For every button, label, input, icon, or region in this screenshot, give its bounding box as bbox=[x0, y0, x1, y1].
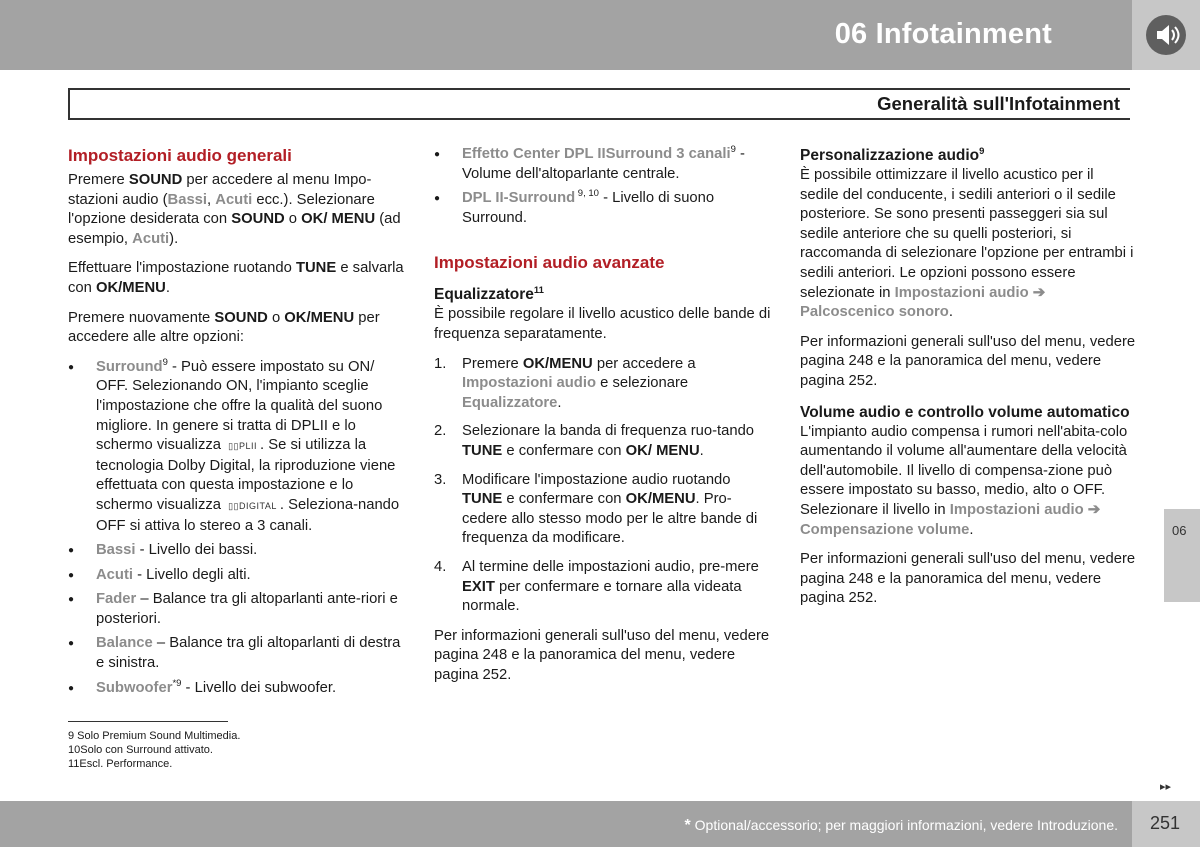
text: per accedere alle altre opzioni: bbox=[68, 309, 380, 346]
paragraph bbox=[68, 309, 408, 348]
menu-term: Effetto Center DPL IISurround 3 canali bbox=[462, 146, 731, 162]
paragraph: Per informazioni generali sull'uso del menu, vedere pagina 248 e la panoramica del menu, vedere pagina 252. bbox=[434, 627, 770, 683]
list-item bbox=[68, 566, 408, 586]
footnote-divider bbox=[68, 721, 228, 722]
text: per accedere a bbox=[592, 355, 696, 372]
step-item bbox=[434, 558, 774, 617]
menu-term: Bassi bbox=[96, 542, 136, 559]
chapter-side-tab bbox=[1164, 509, 1200, 602]
key-label: OK/MENU bbox=[625, 491, 696, 508]
menu-term: Equalizzatore bbox=[462, 394, 558, 411]
dolby-digital-logo: ▯▯DIGITAL bbox=[228, 500, 277, 511]
text: Personalizzazione audio bbox=[800, 147, 980, 164]
step-number: 4. bbox=[434, 558, 447, 575]
menu-term: Acuti bbox=[132, 230, 170, 247]
text: e salvarla con bbox=[68, 260, 404, 296]
key-label: TUNE bbox=[295, 260, 337, 277]
text: o bbox=[284, 211, 302, 228]
footnote-ref: 9 bbox=[162, 356, 168, 368]
paragraph bbox=[68, 259, 408, 298]
text: ). bbox=[169, 230, 179, 247]
paragraph bbox=[800, 166, 1136, 323]
column-1 bbox=[68, 145, 408, 703]
text: È possibile ottimizzare il livello acustico per il sedile del conducente, i sedili anteriori o il sedile posteriore. Se sono presenti passeggeri sia sul sedile anteriore che su quelli posteriori, si raccomanda di selezionare l'opzione per entrambi i sedili anteriori. Le opzioni possono essere selezionate in bbox=[800, 167, 1134, 301]
key-label: SOUND bbox=[231, 211, 285, 228]
subheading-personalization bbox=[800, 145, 1136, 166]
menu-term: DPL II-Surround bbox=[462, 190, 576, 207]
column-2 bbox=[434, 145, 774, 695]
step-item bbox=[434, 422, 774, 461]
menu-term: Acuti bbox=[215, 191, 253, 208]
key-label: OK/MENU bbox=[522, 355, 593, 372]
text: per confermare e tornare alla videata normale. bbox=[462, 578, 742, 615]
text: - Livello degli alti. bbox=[133, 566, 251, 583]
menu-term: Subwoofer bbox=[96, 679, 173, 696]
key-label: OK/ MENU bbox=[301, 211, 376, 228]
step-number: 1. bbox=[434, 355, 447, 372]
text: Effettuare l'impostazione ruotando bbox=[68, 260, 296, 277]
text: Premere nuovamente bbox=[68, 309, 215, 326]
text: (ad esempio, bbox=[68, 211, 401, 247]
menu-term: Balance bbox=[96, 635, 153, 652]
text: o bbox=[267, 309, 285, 326]
text: . Pro-cedere allo stesso modo per le altre bande di frequenza da modificare. bbox=[462, 491, 758, 547]
speaker-icon bbox=[1146, 15, 1186, 55]
footer-note bbox=[685, 817, 1118, 835]
key-label: SOUND bbox=[214, 309, 268, 326]
footnote-ref: 9 bbox=[979, 145, 985, 157]
asterisk: * bbox=[684, 817, 691, 834]
text: – Balance tra gli altoparlanti di destra e sinistra. bbox=[96, 635, 401, 672]
paragraph bbox=[68, 171, 408, 249]
text: ecc.). Selezionare l'opzione desiderata con bbox=[68, 191, 375, 228]
key-label: SOUND bbox=[128, 172, 183, 188]
text: Modificare l'impostazione audio ruotando bbox=[462, 471, 731, 488]
text: e confermare con bbox=[502, 442, 626, 459]
footnote: 9 Solo Premium Sound Multimedia. bbox=[68, 730, 241, 742]
text: Optional/accessorio; per maggiori informazioni, vedere Introduzione. bbox=[690, 817, 1118, 833]
text: - Può essere impostato su ON/ OFF. Selezionando ON, l'impianto sceglie l'impostazione che offre la qualità del suono migliore. In genere si tratta di DPLII e lo schermo visualizza bbox=[96, 358, 383, 454]
text: Selezionare la banda di frequenza ruo-tando bbox=[462, 423, 755, 440]
list-item bbox=[68, 634, 408, 673]
text: . Seleziona-nando OFF si attiva lo stereo a 3 canali. bbox=[96, 496, 400, 534]
paragraph: È possibile regolare il livello acustico delle bande di frequenza separatamente. bbox=[434, 306, 771, 342]
key-label: EXIT bbox=[462, 578, 495, 595]
chapter-header bbox=[0, 0, 1132, 70]
text: . bbox=[948, 304, 953, 321]
footnote-ref: *9 bbox=[172, 677, 182, 689]
text: - Livello di suono Surround. bbox=[462, 190, 715, 226]
text: , bbox=[207, 191, 216, 208]
key-label: OK/MENU bbox=[95, 279, 166, 296]
text: Al termine delle impostazioni audio, pre-mere bbox=[462, 558, 759, 575]
chapter-title: 06 Infotainment bbox=[834, 18, 1052, 50]
menu-term: Acuti bbox=[96, 566, 133, 583]
menu-term: Impostazioni audio ➔ Compensazione volume bbox=[800, 501, 1101, 538]
text: Premere bbox=[68, 172, 129, 188]
menu-term: Impostazioni audio bbox=[462, 375, 596, 392]
text: e selezionare bbox=[596, 375, 689, 392]
chapter-icon-box bbox=[1132, 0, 1200, 70]
text: . bbox=[969, 521, 974, 538]
text: Premere bbox=[462, 355, 523, 372]
step-number: 2. bbox=[434, 423, 447, 440]
list-item bbox=[68, 590, 408, 629]
page-number-box bbox=[1132, 801, 1200, 847]
section-bar bbox=[68, 88, 1130, 120]
menu-term: Surround bbox=[96, 358, 163, 375]
step-item bbox=[434, 355, 774, 414]
paragraph: Per informazioni generali sull'uso del menu, vedere pagina 248 e la panoramica del menu, vedere pagina 252. bbox=[800, 333, 1136, 389]
key-label: OK/ MENU bbox=[625, 442, 700, 459]
footnote: 10Solo con Surround attivato. bbox=[68, 744, 213, 756]
text: Equalizzatore bbox=[434, 286, 534, 304]
text: e confermare con bbox=[502, 491, 626, 508]
continue-marker: ▸▸ bbox=[1160, 781, 1172, 793]
subheading-equalizer bbox=[434, 284, 774, 305]
logo-text: PLII bbox=[239, 441, 258, 452]
list-item bbox=[68, 358, 408, 536]
section-title: Generalità sull'Infotainment bbox=[877, 93, 1120, 114]
audio-options-list bbox=[68, 358, 408, 699]
text: – Balance tra gli altoparlanti ante-riori e posteriori. bbox=[96, 591, 398, 627]
footnote: 11Escl. Performance. bbox=[68, 758, 173, 770]
heading-general-audio: Impostazioni audio generali bbox=[68, 146, 292, 165]
surround-options-list bbox=[434, 145, 774, 228]
column-3 bbox=[800, 145, 1136, 619]
key-label: TUNE bbox=[462, 442, 503, 459]
text: - Volume dell'altoparlante centrale. bbox=[462, 146, 745, 182]
step-number: 3. bbox=[434, 471, 447, 488]
menu-term: Bassi bbox=[167, 191, 208, 208]
list-item bbox=[434, 145, 774, 184]
step-item bbox=[434, 471, 774, 549]
heading-advanced-audio: Impostazioni audio avanzate bbox=[434, 253, 665, 273]
text: . bbox=[699, 442, 704, 459]
page-footer bbox=[0, 801, 1132, 847]
text: . bbox=[557, 394, 562, 411]
footnote-ref: 11 bbox=[533, 285, 544, 297]
logo-text: DIGITAL bbox=[239, 500, 277, 511]
key-label: TUNE bbox=[462, 491, 503, 508]
paragraph bbox=[800, 423, 1136, 541]
footnote-ref: 9, 10 bbox=[575, 188, 599, 200]
paragraph: Per informazioni generali sull'uso del menu, vedere pagina 248 e la panoramica del menu, vedere pagina 252. bbox=[800, 551, 1136, 607]
text: - Livello dei bassi. bbox=[135, 542, 258, 559]
subheading-volume: Volume audio e controllo volume automatico bbox=[800, 403, 1130, 421]
footnote-ref: 9 bbox=[730, 144, 736, 156]
list-item bbox=[434, 189, 774, 228]
text: . bbox=[165, 279, 170, 296]
page-number: 251 bbox=[1150, 813, 1181, 833]
text: L'impianto audio compensa i rumori nell'abita-colo aumentando il volume all'aumentare della velocità dell'automobile. Il livello di compensa-zione può essere impostato su basso, medio, alto o OFF. Selezionare il livello in bbox=[800, 423, 1128, 518]
menu-term: Impostazioni audio ➔ Palcoscenico sonoro bbox=[800, 284, 1046, 321]
menu-term: Fader bbox=[96, 591, 137, 608]
text: - Livello dei subwoofer. bbox=[181, 679, 337, 696]
side-tab-label: 06 bbox=[1172, 523, 1187, 538]
list-item bbox=[68, 541, 408, 561]
list-item bbox=[68, 679, 408, 699]
dolby-pl2-logo: ▯▯PLII bbox=[228, 441, 258, 452]
key-label: OK/MENU bbox=[284, 309, 355, 326]
text: per accedere al menu Impo-stazioni audio ( bbox=[68, 172, 372, 208]
equalizer-steps bbox=[434, 355, 774, 617]
text: . Se si utilizza la tecnologia Dolby Digital, la riproduzione viene effettuata con questa impostazione e lo schermo visualizza bbox=[96, 437, 396, 513]
